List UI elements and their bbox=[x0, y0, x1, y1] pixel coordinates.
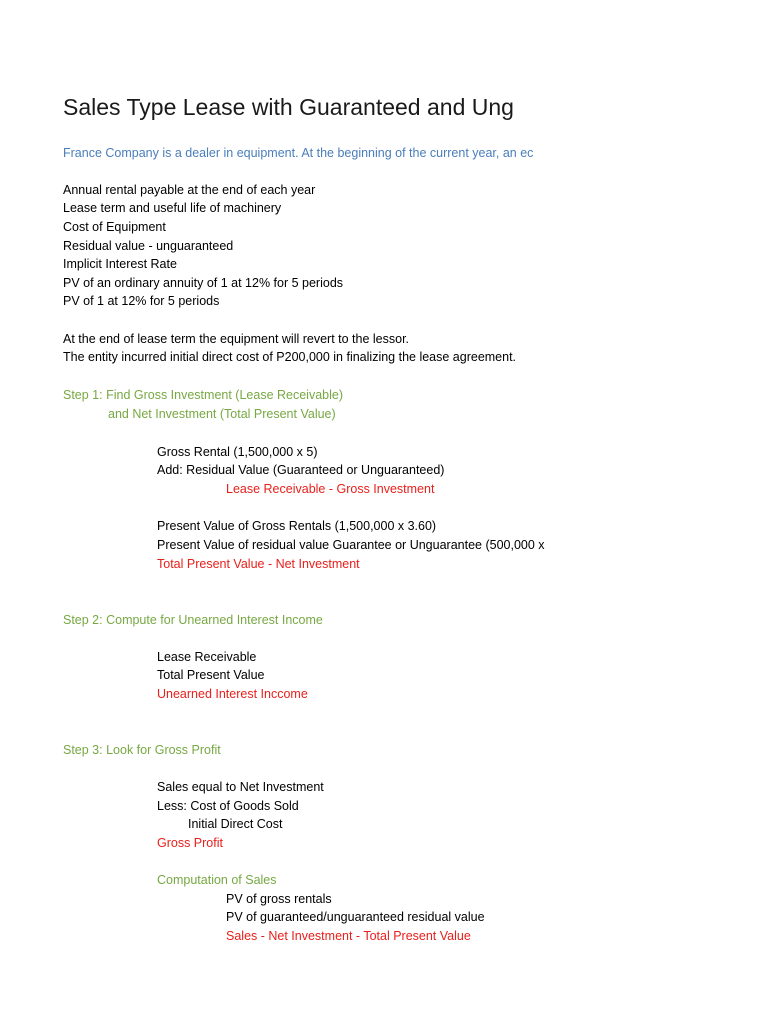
fact-cost-of-equipment: Cost of Equipment bbox=[63, 220, 166, 234]
add-residual-line: Add: Residual Value (Guaranteed or Unguaranteed) bbox=[157, 463, 445, 477]
gross-rental-line: Gross Rental (1,500,000 x 5) bbox=[157, 445, 318, 459]
less-cogs-line: Less: Cost of Goods Sold bbox=[157, 799, 299, 813]
step1-subheading: and Net Investment (Total Present Value) bbox=[108, 407, 336, 421]
fact-residual-value: Residual value - unguaranteed bbox=[63, 239, 234, 253]
total-present-value-total: Total Present Value - Net Investment bbox=[157, 557, 360, 571]
sales-total: Sales - Net Investment - Total Present Value bbox=[226, 929, 471, 943]
sales-line: Sales equal to Net Investment bbox=[157, 780, 324, 794]
pv-gross-rentals-line: Present Value of Gross Rentals (1,500,000 x 3.60) bbox=[157, 519, 437, 533]
note-revert-to-lessor: At the end of lease term the equipment will revert to the lessor. bbox=[63, 332, 410, 346]
step2-total-present-value: Total Present Value bbox=[157, 668, 265, 682]
fact-annual-rental: Annual rental payable at the end of each year bbox=[63, 183, 316, 197]
note-initial-direct-cost: The entity incurred initial direct cost of P200,000 in finalizing the lease agreement. bbox=[63, 350, 517, 364]
step2-heading: Step 2: Compute for Unearned Interest Income bbox=[63, 613, 323, 627]
fact-pv-of-1: PV of 1 at 12% for 5 periods bbox=[63, 294, 220, 308]
computation-of-sales-heading: Computation of Sales bbox=[157, 873, 277, 887]
step2-lease-receivable: Lease Receivable bbox=[157, 650, 257, 664]
fact-lease-term: Lease term and useful life of machinery bbox=[63, 201, 282, 215]
intro-text: France Company is a dealer in equipment. At the beginning of the current year, an ec bbox=[63, 146, 534, 160]
fact-pv-annuity: PV of an ordinary annuity of 1 at 12% for 5 periods bbox=[63, 276, 344, 290]
pv-residual-item: PV of guaranteed/unguaranteed residual value bbox=[226, 910, 485, 924]
unearned-interest-total: Unearned Interest Inccome bbox=[157, 687, 308, 701]
fact-implicit-rate: Implicit Interest Rate bbox=[63, 257, 177, 271]
gross-profit-total: Gross Profit bbox=[157, 836, 223, 850]
step3-heading: Step 3: Look for Gross Profit bbox=[63, 743, 221, 757]
pv-residual-line: Present Value of residual value Guarantee or Unguarantee (500,000 x bbox=[157, 538, 545, 552]
lease-receivable-total: Lease Receivable - Gross Investment bbox=[226, 482, 435, 496]
initial-direct-cost-line: Initial Direct Cost bbox=[188, 817, 283, 831]
step1-heading: Step 1: Find Gross Investment (Lease Receivable) bbox=[63, 388, 343, 402]
pv-gross-rentals-item: PV of gross rentals bbox=[226, 892, 332, 906]
page-title: Sales Type Lease with Guaranteed and Ung bbox=[63, 94, 514, 120]
